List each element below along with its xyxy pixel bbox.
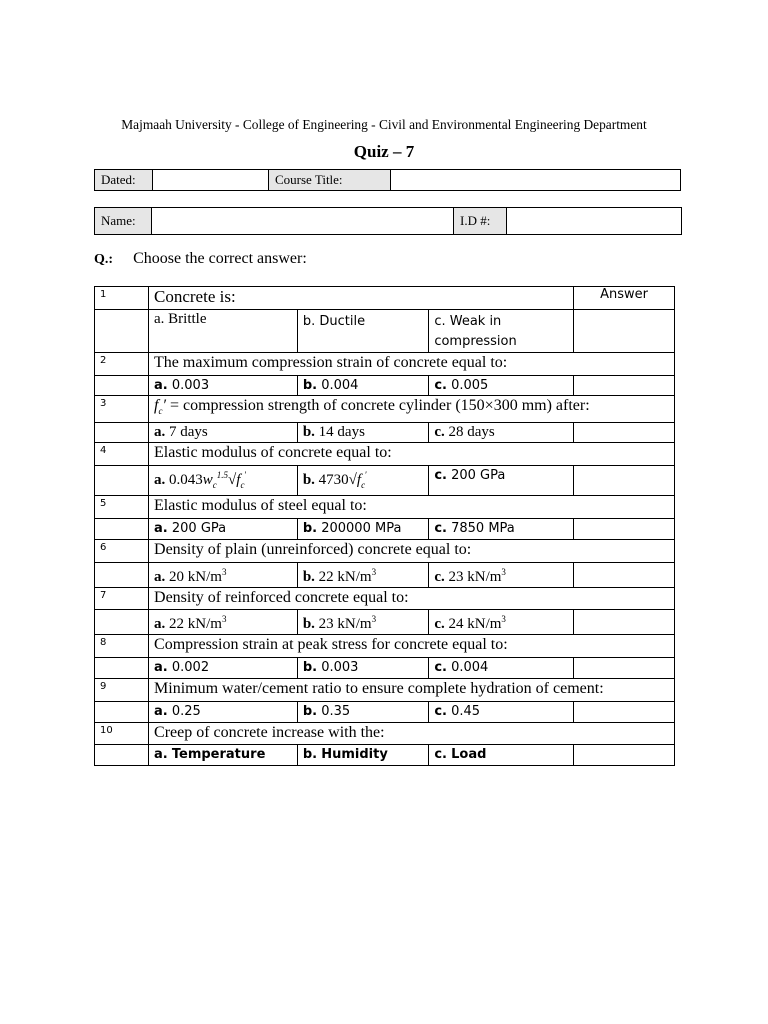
answer-field[interactable] [574,518,675,539]
id-field[interactable] [507,208,682,235]
id-label: I.D #: [454,208,507,235]
option-c[interactable]: c. 24 $kN/m^3$ [429,610,574,635]
empty-cell [95,658,149,679]
question-text: Elastic modulus of steel equal to: [149,496,675,519]
question-row [95,396,675,422]
q-label: Q.: [94,252,114,267]
question-text: Elastic modulus of concrete equal to: [149,443,675,466]
options-row [95,309,675,352]
option-c[interactable]: c. 0.004 [429,658,574,679]
options-row [95,658,675,679]
dated-label: Dated: [95,170,153,191]
quiz-table [94,286,675,766]
option-b[interactable]: b. Ductile [297,309,428,352]
option-b[interactable]: b. 22 $kN/m^3$ [297,562,428,587]
option-b[interactable]: b. 23 $kN/m^3$ [297,610,428,635]
option-c[interactable]: c. Load [429,745,574,766]
option-a[interactable]: a. 20 $kN/m^3$ [149,562,298,587]
options-row [95,422,675,443]
question-number: 8 [95,635,149,658]
empty-cell [95,518,149,539]
question-row [95,496,675,519]
answer-field[interactable] [574,658,675,679]
option-c[interactable]: c. 23 $kN/m^3$ [429,562,574,587]
question-row [95,539,675,562]
option-c[interactable]: c. 200 GPa [429,466,574,496]
answer-field[interactable] [574,422,675,443]
question-row [95,722,675,745]
option-b[interactable]: b. 0.004 [297,375,428,396]
empty-cell [95,562,149,587]
course-title-label: Course Title: [269,170,391,191]
question-text: Compression strain at peak stress for concrete equal to: [149,635,675,658]
empty-cell [95,375,149,396]
option-a[interactable]: a. Temperature [149,745,298,766]
question-number: 4 [95,443,149,466]
question-number: 10 [95,722,149,745]
option-a[interactable]: a. 0.25 [149,701,298,722]
question-text: Density of plain (unreinforced) concrete equal to: [149,539,675,562]
question-number: 7 [95,587,149,610]
option-b[interactable]: b. Humidity [297,745,428,766]
info-table-date-course [94,169,681,191]
answer-field[interactable] [574,562,675,587]
option-c[interactable]: c. 28 days [429,422,574,443]
option-c[interactable]: c. 0.45 [429,701,574,722]
empty-cell [95,701,149,722]
option-a[interactable]: a. 200 GPa [149,518,298,539]
option-b[interactable]: b. $4730√f_c'$ [297,466,428,496]
question-number: 3 [95,396,149,422]
option-b[interactable]: b. 0.003 [297,658,428,679]
name-label: Name: [95,208,152,235]
option-a[interactable]: a. $0.043w_c^{1.5}√f_c'$ [149,466,298,496]
instruction-line [94,250,307,268]
answer-field[interactable] [574,610,675,635]
question-text: Creep of concrete increase with the: [149,722,675,745]
option-b[interactable]: b. 200000 MPa [297,518,428,539]
instruction-text: Choose the correct answer: [133,250,307,267]
options-row [95,745,675,766]
quiz-title: Quiz – 7 [353,142,415,161]
question-number: 6 [95,539,149,562]
answer-header: Answer [574,287,675,310]
question-row [95,287,675,310]
empty-cell [95,745,149,766]
option-a[interactable]: a. 7 days [149,422,298,443]
question-text: Minimum water/cement ratio to ensure complete hydration of cement: [149,678,675,701]
option-c[interactable]: c. Weak in compression [429,309,574,352]
empty-cell [95,610,149,635]
option-a[interactable]: a. 0.002 [149,658,298,679]
options-row [95,701,675,722]
question-text: Density of reinforced concrete equal to: [149,587,675,610]
answer-field[interactable] [574,701,675,722]
question-row [95,678,675,701]
options-row [95,562,675,587]
empty-cell [95,466,149,496]
question-text: Concrete is: [149,287,574,310]
option-a[interactable]: a. Brittle [149,309,298,352]
empty-cell [95,422,149,443]
question-number: 9 [95,678,149,701]
option-b[interactable]: b. 14 days [297,422,428,443]
question-row [95,587,675,610]
question-row [95,443,675,466]
answer-field[interactable] [574,745,675,766]
options-row [95,466,675,496]
options-row [95,610,675,635]
option-a[interactable]: a. 22 $kN/m^3$ [149,610,298,635]
question-number: 5 [95,496,149,519]
question-text: $f_c'$ = compression strength of concrete cylinder (150×300 mm) after: [149,396,675,422]
empty-cell [95,309,149,352]
info-table-name-id [94,207,682,235]
option-c[interactable]: c. 7850 MPa [429,518,574,539]
answer-field[interactable] [574,309,675,352]
question-row [95,635,675,658]
answer-field[interactable] [574,375,675,396]
institution-header: Majmaah University - College of Engineering - Civil and Environmental Engineering Department [121,117,647,132]
option-a[interactable]: a. 0.003 [149,375,298,396]
name-field[interactable] [152,208,454,235]
question-row [95,352,675,375]
question-text: The maximum compression strain of concrete equal to: [149,352,675,375]
options-row [95,375,675,396]
course-title-field[interactable] [391,170,681,191]
option-b[interactable]: b. 0.35 [297,701,428,722]
question-number: 2 [95,352,149,375]
dated-field[interactable] [153,170,269,191]
options-row [95,518,675,539]
option-c[interactable]: c. 0.005 [429,375,574,396]
question-number: 1 [95,287,149,310]
answer-field[interactable] [574,466,675,496]
